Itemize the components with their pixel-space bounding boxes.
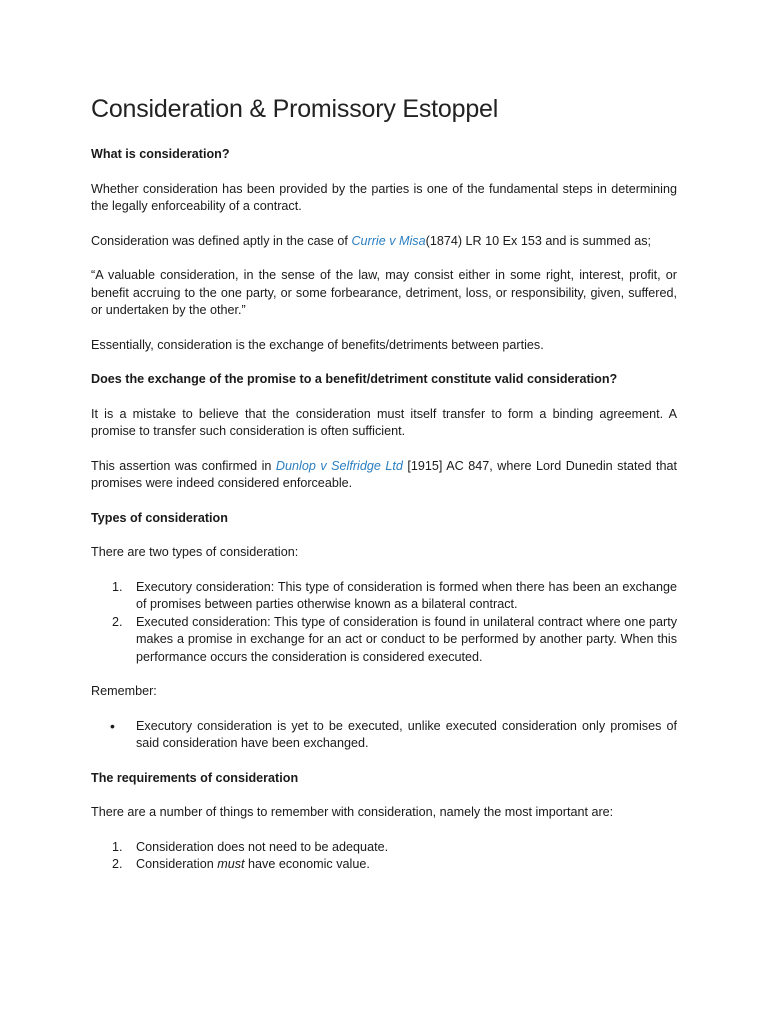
- list-item: [112, 856, 677, 874]
- heading-requirements: The requirements of consideration: [91, 770, 299, 785]
- definition-text-before: Consideration was defined aptly in the case of: [91, 233, 352, 248]
- list-item-text: Executed consideration: This type of consideration is found in unilateral contract where one party makes a promise in exchange for an act or conduct to be performed by another party. When this performance occurs the consideration is considered executed.: [136, 614, 677, 664]
- list-item-text-before: Consideration: [136, 857, 218, 871]
- list-item: [112, 579, 677, 614]
- paragraph-assertion: [91, 458, 677, 493]
- heading-remember: Remember:: [91, 684, 157, 698]
- paragraph-intro: Whether consideration has been provided by the parties is one of the fundamental steps in determining the legally enforceability of a contract.: [91, 181, 677, 213]
- assertion-text-before: This assertion was confirmed in: [91, 458, 276, 473]
- list-number: 2.: [112, 614, 123, 629]
- emphasis-must: must: [217, 857, 245, 871]
- quote-paragraph: “A valuable consideration, in the sense of the law, may consist either in some right, interest, profit, or benefit accruing to the one party, or some forbearance, detriment, loss, or responsibility, given, suffered, or undertaken by the other.”: [91, 268, 677, 317]
- heading-what-is-consideration: What is consideration?: [91, 147, 230, 161]
- list-item-text-after: have economic value.: [244, 857, 370, 871]
- list-item: [112, 614, 677, 667]
- requirements-list: [91, 839, 677, 874]
- document-body: [91, 94, 677, 891]
- page-title: Consideration & Promissory Estoppel: [91, 95, 499, 123]
- paragraph-things-to-remember: There are a number of things to remember with consideration, namely the most important are:: [91, 805, 614, 819]
- list-item: [110, 717, 677, 753]
- list-item-text: Consideration does not need to be adequate.: [136, 839, 389, 854]
- remember-list: [91, 718, 677, 753]
- paragraph-essentially: Essentially, consideration is the exchange of benefits/detriments between parties.: [91, 337, 544, 352]
- heading-types: Types of consideration: [91, 510, 228, 525]
- paragraph-two-types: There are two types of consideration:: [91, 545, 299, 559]
- paragraph-mistake: It is a mistake to believe that the consideration must itself transfer to form a binding agreement. A promise to transfer such consideration is often sufficient.: [91, 406, 677, 438]
- paragraph-definition: [91, 233, 677, 251]
- list-number: 2.: [112, 857, 123, 871]
- definition-text-after: (1874) LR 10 Ex 153 and is summed as;: [425, 233, 652, 248]
- case-link-dunlop-v-selfridge[interactable]: Dunlop v Selfridge Ltd: [275, 458, 403, 473]
- list-number: 1.: [112, 579, 123, 594]
- case-link-currie-v-misa[interactable]: Currie v Misa: [351, 233, 426, 248]
- types-list: [91, 579, 677, 667]
- list-item-text: Executory consideration is yet to be executed, unlike executed consideration only promises of said consideration have been exchanged.: [136, 718, 677, 750]
- bullet-icon: •: [110, 717, 115, 734]
- assertion-text-after: [1915] AC 847, where Lord Dunedin stated that promises were indeed considered enforceable.: [91, 458, 677, 490]
- list-item: [112, 839, 677, 857]
- list-item-text: Executory consideration: This type of consideration is formed when there has been an exchange of promises between parties otherwise known as a bilateral contract.: [136, 579, 677, 611]
- heading-does-exchange: Does the exchange of the promise to a benefit/detriment constitute valid consideration?: [91, 372, 618, 386]
- list-number: 1.: [112, 839, 123, 854]
